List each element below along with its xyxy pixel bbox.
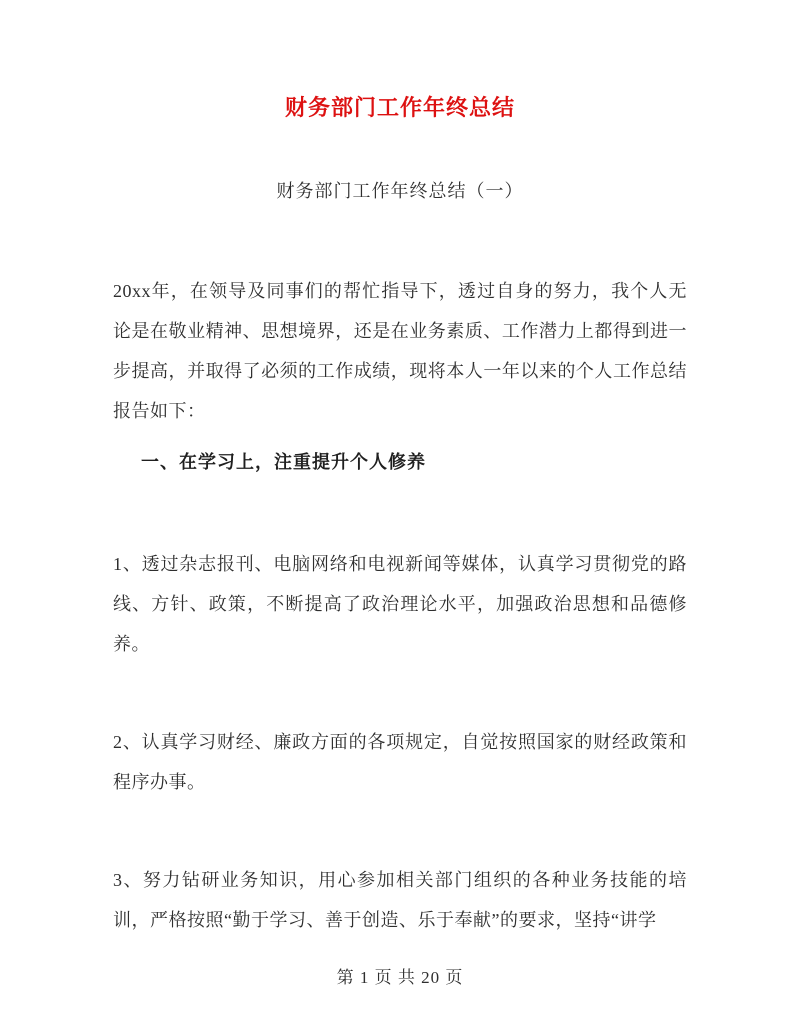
document-title: 财务部门工作年终总结 bbox=[284, 95, 515, 120]
list-item: 2、认真学习财经、廉政方面的各项规定，自觉按照国家的财经政策和程序办事。 bbox=[113, 732, 687, 792]
intro-paragraph: 20xx年，在领导及同事们的帮忙指导下，透过自身的努力，我个人无论是在敬业精神、思想境界，还是在业务素质、工作潜力上都得到进一步提高，并取得了必须的工作成绩，现将本人一年以来的个人工作总结报告如下： bbox=[113, 281, 687, 421]
page-number-footer: 第 1 页 共 20 页 bbox=[336, 968, 464, 987]
list-item: 3、努力钻研业务知识，用心参加相关部门组织的各种业务技能的培训，严格按照“勤于学习、善于创造、乐于奉献”的要求，坚持“讲学 bbox=[113, 870, 687, 930]
document-subtitle: 财务部门工作年终总结（一） bbox=[276, 181, 524, 201]
section-heading: 一、在学习上，注重提升个人修养 bbox=[141, 452, 426, 472]
list-item: 1、透过杂志报刊、电脑网络和电视新闻等媒体，认真学习贯彻党的路线、方针、政策，不断提高了政治理论水平，加强政治思想和品德修养。 bbox=[113, 554, 687, 654]
